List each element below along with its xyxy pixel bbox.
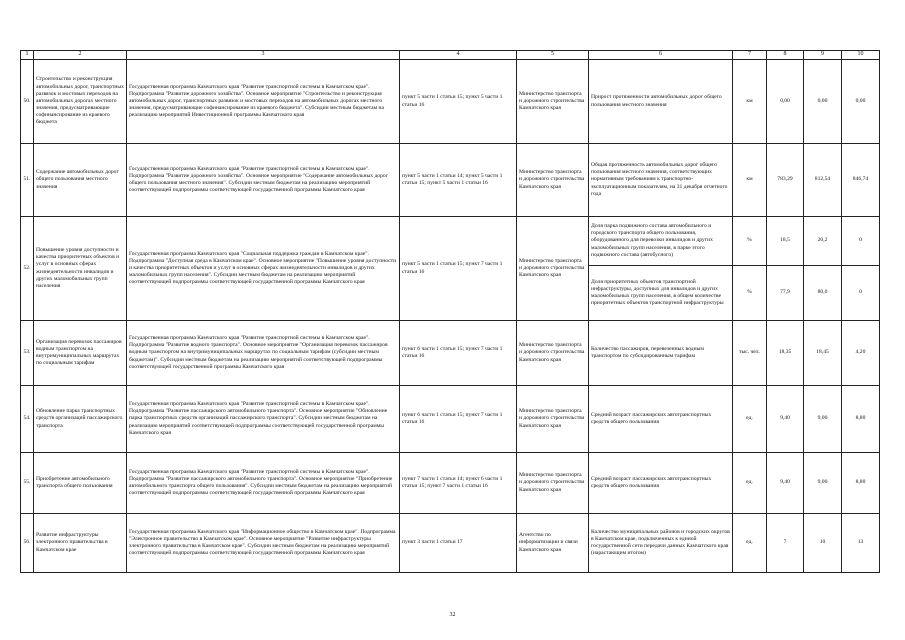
responsible-agency: Министерство транспорта и дорожного строительства Камчатского края <box>517 217 589 321</box>
indicator-value-3: 13 <box>842 514 880 573</box>
table-row <box>21 386 880 453</box>
indicator-text: Общая протяженность автомобильных дорог общего пользования местного значения, соответствующих нормативным требованиям к транспортно-эксплуатационным показателям, на 31 декабря отчетного года <box>589 144 733 217</box>
indicator-unit: км <box>733 60 767 144</box>
indicator-text: Средний возраст пассажирских автотранспортных средств общего пользования <box>589 453 733 514</box>
indicator-value-1: 0,00 <box>767 60 804 144</box>
program-description: Государственная программа Камчатского края "Развитие транспортной системы в Камчатском крае". Подпрограмма "Развитие дорожного хозяйства". Основное мероприятие "Строительство и реконструкция автомобильных дорог, транспортных развязок и мостовых переходов на автомобильных дорогах местного значения, предусматривающие софинансирование из краевого бюджета". Субсидии местным бюджетам на реализацию мероприятий Инвестиционной программы Камчатского края <box>127 60 400 144</box>
column-number-cell: 8 <box>767 51 804 60</box>
law-reference: пункт 7 части 1 статьи 14; пункт 6 части 1 статьи 15; пункт 7 части 1 статьи 16 <box>400 453 517 514</box>
column-number-cell: 5 <box>517 51 589 60</box>
indicator-unit: тыс. чел. <box>733 321 767 386</box>
indicator-unit: ед. <box>733 514 767 573</box>
indicator-value-1: 783,29 <box>767 144 804 217</box>
indicator-value-3: 0 <box>842 266 880 321</box>
indicator-value-3: 0,00 <box>842 60 880 144</box>
responsible-agency: Министерство транспорта и дорожного строительства Камчатского края <box>517 60 589 144</box>
row-number: 54. <box>21 386 34 453</box>
indicator-value-1: 9,40 <box>767 386 804 453</box>
indicator-value-2: 10 <box>804 514 842 573</box>
table-row <box>21 514 880 573</box>
column-number-cell: 6 <box>589 51 733 60</box>
indicator-text: Прирост протяженности автомобильных дорог общего пользования местного значения <box>589 60 733 144</box>
column-number-cell: 3 <box>127 51 400 60</box>
indicator-value-2: 9,00 <box>804 386 842 453</box>
table-row <box>21 217 880 266</box>
table-row <box>21 60 880 144</box>
law-reference: пункт 3 части 1 статьи 17 <box>400 514 517 573</box>
indicator-value-1: 7 <box>767 514 804 573</box>
row-number: 51. <box>21 144 34 217</box>
program-description: Государственная программа Камчатского края "Развитие транспортной системы в Камчатском крае". Подпрограмма "Развитие дорожного хозяйства". Основное мероприятие "Содержание автомобильных дорог общего пользования местного значения". Субсидии местным бюджетам на реализацию мероприятий соответствующей подпрограммы соответствующей государственной программы Камчатского края <box>127 144 400 217</box>
indicator-value-2: 9,00 <box>804 453 842 514</box>
activity-name: Организация перевозок пассажиров водным транспортом на внутримуниципальных маршрутах по социальным тарифам <box>34 321 127 386</box>
indicator-value-1: 9,40 <box>767 453 804 514</box>
law-reference: пункт 6 части 1 статьи 15; пункт 7 части 1 статьи 16 <box>400 321 517 386</box>
indicator-value-2: 80,0 <box>804 266 842 321</box>
responsible-agency: Министерство транспорта и дорожного строительства Камчатского края <box>517 453 589 514</box>
indicator-value-1: 18,35 <box>767 321 804 386</box>
column-number-cell: 10 <box>842 51 880 60</box>
indicator-unit: ед. <box>733 453 767 514</box>
law-reference: пункт 5 части 1 статьи 15; пункт 5 части 1 статьи 16 <box>400 60 517 144</box>
table-row <box>21 453 880 514</box>
indicator-value-3: 0 <box>842 217 880 266</box>
indicator-text: Доля парка подвижного состава автомобильного и городского транспорта общего пользования, оборудованного для перевозки инвалидов и других маломобильных групп населения, в парке этого подвижного состава (автобусного) <box>589 217 733 266</box>
activity-name: Строительство и реконструкция автомобильных дорог, транспортных развязок и мостовых переходов на автомобильных дорогах местного значения, предусматривающие софинансирование из краевого бюджета <box>34 60 127 144</box>
indicator-text: Средний возраст пассажирских автотранспортных средств общего пользования <box>589 386 733 453</box>
column-number-cell: 4 <box>400 51 517 60</box>
indicator-value-3: 8,80 <box>842 386 880 453</box>
row-number: 52. <box>21 217 34 321</box>
column-number-cell: 2 <box>34 51 127 60</box>
program-description: Государственная программа Камчатского края "Развитие транспортной системы в Камчатском крае". Подпрограмма "Развитие пассажирского автомобильного транспорта". Основное мероприятие "Обновление парка транспортных средств организаций пассажирского транспорта". Субсидии местным бюджетам на реализацию мероприятий соответствующей подпрограммы соответствующей государственной программы Камчатского края <box>127 386 400 453</box>
indicator-value-2: 812,54 <box>804 144 842 217</box>
activity-name: Развитие инфраструктуры электронного правительства в Камчатском крае <box>34 514 127 573</box>
indicator-text: Количество муниципальных районов и городских округов в Камчатском крае, подключенных к единой государственной сети передачи данных Камчатского края (нарастающим итогом) <box>589 514 733 573</box>
page-number: 32 <box>449 612 456 618</box>
responsible-agency: Министерство транспорта и дорожного строительства Камчатского края <box>517 144 589 217</box>
indicator-value-3: 8,80 <box>842 453 880 514</box>
activity-name: Содержание автомобильных дорог общего пользования местного значения <box>34 144 127 217</box>
law-reference: пункт 5 части 1 статьи 15; пункт 7 части 1 статьи 16 <box>400 217 517 321</box>
indicator-unit: % <box>733 266 767 321</box>
responsible-agency: Агентство по информатизации и связи Камчатского края <box>517 514 589 573</box>
activity-name: Обновление парка транспортных средств организаций пассажирского транспорта <box>34 386 127 453</box>
indicator-value-2: 18,45 <box>804 321 842 386</box>
indicator-text: Доля приоритетных объектов транспортной инфраструктуры, доступных для инвалидов и других маломобильных групп населения, в общем количестве приоритетных объектов транспортной инфраструктуры <box>589 266 733 321</box>
indicator-value-3: 4,20 <box>842 321 880 386</box>
indicator-value-1: 18,5 <box>767 217 804 266</box>
column-number-cell: 9 <box>804 51 842 60</box>
indicator-value-2: 20,2 <box>804 217 842 266</box>
row-number: 55. <box>21 453 34 514</box>
column-number-cell: 7 <box>733 51 767 60</box>
column-number-row <box>21 51 880 60</box>
indicator-text: Количество пассажиров, перевезенных водным транспортом по субсидированным тарифам <box>589 321 733 386</box>
row-number: 50. <box>21 60 34 144</box>
law-reference: пункт 6 части 1 статьи 15; пункт 7 части 1 статьи 16 <box>400 386 517 453</box>
activity-name: Повышение уровня доступности и качества приоритетных объектов и услуг в основных сферах жизнедеятельности инвалидов и других маломобильных групп населения <box>34 217 127 321</box>
subsidies-table <box>20 50 880 573</box>
activity-name: Приобретение автомобильного транспорта общего пользования <box>34 453 127 514</box>
responsible-agency: Министерство транспорта и дорожного строительства Камчатского края <box>517 321 589 386</box>
row-number: 56. <box>21 514 34 573</box>
program-description: Государственная программа Камчатского края "Развитие транспортной системы в Камчатском крае". Подпрограмма "Развитие пассажирского автомобильного транспорта". Основное мероприятие "Приобретение автомобильного транспорта общего пользования". Субсидии местным бюджетам на реализацию мероприятий соответствующей подпрограммы соответствующей государственной программы Камчатского края <box>127 453 400 514</box>
indicator-value-1: 77,9 <box>767 266 804 321</box>
table-body <box>21 51 880 573</box>
law-reference: пункт 5 части 1 статьи 14; пункт 5 части 1 статьи 15; пункт 5 части 1 статьи 16 <box>400 144 517 217</box>
table-row <box>21 144 880 217</box>
row-number: 53. <box>21 321 34 386</box>
program-description: Государственная программа Камчатского края "Социальная поддержка граждан в Камчатском крае". Подпрограмма "Доступная среда в Камчатском крае". Основное мероприятие "Повышение уровня доступности и качества приоритетных объектов и услуг в основных сферах жизнедеятельности инвалидов и других маломобильных групп населения". Субсидии местным бюджетам на реализацию мероприятий соответствующей подпрограммы соответствующей государственной программы Камчатского края <box>127 217 400 321</box>
indicator-value-3: 846,74 <box>842 144 880 217</box>
indicator-unit: % <box>733 217 767 266</box>
indicator-unit: км <box>733 144 767 217</box>
indicator-unit: ед. <box>733 386 767 453</box>
program-description: Государственная программа Камчатского края "Информационное общество в Камчатском крае". Подпрограмма "Электронное правительство в Камчатском крае". Основное мероприятие "Развитие инфраструктуры электронного правительства в Камчатском крае". Субсидии местным бюджетам на реализацию мероприятий соответствующей подпрограммы соответствующей государственной программы Камчатского края <box>127 514 400 573</box>
responsible-agency: Министерство транспорта и дорожного строительства Камчатского края <box>517 386 589 453</box>
table-row <box>21 321 880 386</box>
program-description: Государственная программа Камчатского края "Развитие транспортной системы в Камчатском крае". Подпрограмма "Развитие водного транспорта". Основное мероприятие "Организация перевозок пассажиров водным транспортом на внутримуниципальных маршрутах по социальным тарифам (субсидии местным бюджетам)". Субсидии местным бюджетам на реализацию мероприятий соответствующей подпрограммы соответствующей государственной программы Камчатского края <box>127 321 400 386</box>
indicator-value-2: 0,00 <box>804 60 842 144</box>
column-number-cell: 1 <box>21 51 34 60</box>
